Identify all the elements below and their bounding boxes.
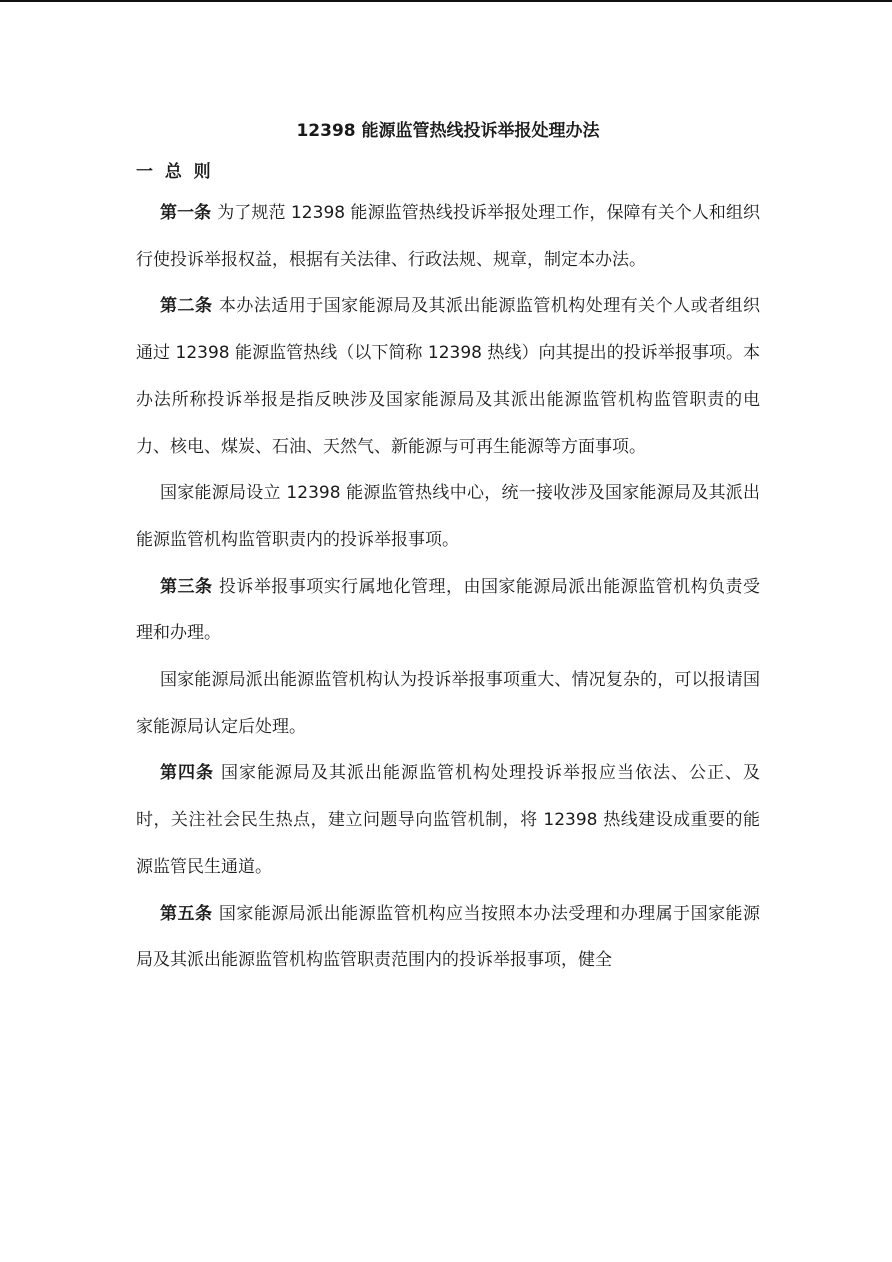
paragraph-article-5 <box>136 891 760 984</box>
article-text: 为了规范 12398 能源监管热线投诉举报处理工作，保障有关个人和组织行使投诉举报权益，根据有关法律、行政法规、规章，制定本办法。 <box>136 203 761 270</box>
section-heading: 一 总 则 <box>136 162 211 182</box>
article-text: 本办法适用于国家能源局及其派出能源监管机构处理有关个人或者组织通过 12398 能源监管热线（以下简称 12398 热线）向其提出的投诉举报事项。本办法所称投诉举报是指反映涉及国家能源局及其派出能源监管机构监管职责的电力、核电、煤炭、石油、天然气、新能源与可再生能源等方面事项。 <box>136 296 761 457</box>
article-number: 第四条 <box>160 763 214 784</box>
article-number: 第三条 <box>160 576 213 597</box>
article-text: 国家能源局派出能源监管机构应当按照本办法受理和办理属于国家能源局及其派出能源监管机构监管职责范围内的投诉举报事项，健全 <box>136 903 761 971</box>
page-top-border <box>0 0 892 2</box>
paragraph-article-3 <box>136 564 760 657</box>
paragraph-article-3-clause <box>136 657 760 750</box>
article-text: 国家能源局设立 12398 能源监管热线中心，统一接收涉及国家能源局及其派出能源监管机构监管职责内的投诉举报事项。 <box>136 483 760 550</box>
article-text: 投诉举报事项实行属地化管理，由国家能源局派出能源监管机构负责受理和办理。 <box>136 576 761 644</box>
paragraph-article-2 <box>136 283 760 470</box>
paragraph-article-1 <box>136 190 760 283</box>
document-body <box>136 190 760 984</box>
article-text: 国家能源局派出能源监管机构认为投诉举报事项重大、情况复杂的，可以报请国家能源局认定后处理。 <box>136 670 760 737</box>
document-title: 12398 能源监管热线投诉举报处理办法 <box>296 121 600 141</box>
article-number: 第二条 <box>160 296 213 317</box>
article-text: 国家能源局及其派出能源监管机构处理投诉举报应当依法、公正、及时，关注社会民生热点，建立问题导向监管机制，将 12398 热线建设成重要的能源监管民生通道。 <box>136 763 760 877</box>
paragraph-article-2-clause <box>136 470 760 563</box>
article-number: 第一条 <box>160 203 212 223</box>
paragraph-article-4 <box>136 750 760 890</box>
article-number: 第五条 <box>160 903 213 924</box>
document-page <box>136 114 760 984</box>
